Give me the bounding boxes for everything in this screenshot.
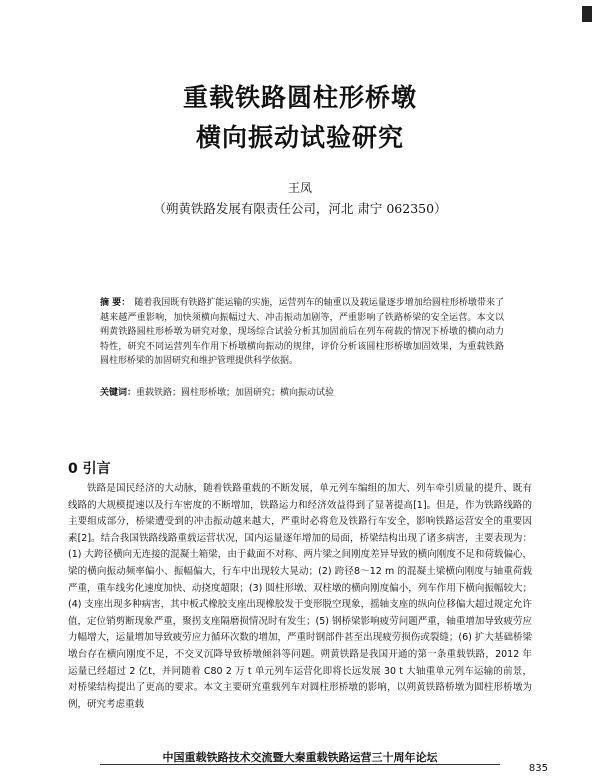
title-line-2: 横向振动试验研究	[195, 123, 404, 152]
page-number: 835	[528, 763, 548, 774]
footer-conference-title: 中国重载铁路技术交流暨大秦重载铁路运营三十周年论坛	[162, 751, 438, 764]
abstract-label: 摘 要：	[100, 298, 131, 308]
abstract	[100, 296, 504, 369]
paper-title	[0, 78, 600, 158]
keywords-label: 关键词：	[100, 388, 137, 398]
footer-divider	[100, 764, 500, 765]
body-paragraph: 铁路是国民经济的大动脉，随着铁路重载的不断发展，单元列车编组的加大、列车牵引质量的提升、既有线路的大规模提速以及行车密度的不断增加，铁路运力和经济效益得到了显著提高[1]。但是，作为铁路线路的主要组成部分，桥梁遭受到的冲击振动越来越大，严重时必将危及铁路行车安全，影响铁路运营安全的重要因素[2]。结合我国铁路线路重载运营状况，国内运量逐年增加的局面，桥梁结构出现了诸多病害，主要表现为：(1) 大跨径横向无连接的混凝土箱梁，由于截面不对称、两片梁之间刚度差异导致的横向刚度不足和荷载偏心，梁的横向振动频率偏小、振幅偏大，行车中出现较大晃动；(2) 跨径8～12 m 的混凝土梁横向刚度与轴重荷载严重，重车线劣化速度加快、动挠度超限；(3) 圆柱形墩、双柱墩的横向刚度偏小，列车作用下横向振幅较大；(4) 支座出现多种病害，其中板式橡胶支座出现橡胶发于变形脱空现象，摇轴支座的纵向位移偏大超过规定允许值，定位销剪断现象严重，聚拐支座隔磨损情况时有发生；(5) 钢桥梁影响疲劳问题严重，轴重增加导致疲劳应力幅增大，运量增加导致疲劳应力循环次数的增加，严重时钢部件甚至出现疲劳损伤或裂缝；(6) 扩大基础桥梁墩台存在横向刚度不足，不交叉沉降导致桥墩倾斜等问题。朔黄铁路是我国开通的第一条重载铁路，2012 年运量已经超过 2 亿t，并同随着 C80 2 万 t 单元列车运营化即将长远发展 30 t 大轴重单元列车运输的前景，对桥梁结构提出了更高的要求。本文主要研究重载列车对圆柱形桥墩的影响，以朔黄铁路桥墩为圆柱形桥墩为例，研究考虑重载	[68, 483, 532, 710]
scan-corner-mark	[582, 6, 592, 22]
author-affiliation: （朔黄铁路发展有限责任公司，河北 肃宁 062350）	[153, 201, 447, 216]
title-line-1: 重载铁路圆柱形桥墩	[182, 83, 417, 112]
section-heading-introduction: 0 引言	[68, 461, 111, 477]
abstract-text: 随着我国既有铁路扩能运输的实施，运营列车的轴重以及载运量逐步增加给圆柱形桥墩带来了越来越严重影响，加快须横向振幅过大、冲击振动加剧等，严重影响了铁路桥梁的安全运营。本文以朔黄铁路圆柱形桥墩为研究对象，现场综合试验分析其加固前后在列车荷载的情况下桥墩的横向动力特性，研究不同运营列车作用下桥墩横向振动的规律，评价分析该圆柱形桥墩加固效果，为重载铁路圆柱形桥梁的加固研究和维护管理提供科学依据。	[100, 298, 504, 366]
keywords	[100, 386, 504, 400]
author-name: 王凤	[287, 181, 312, 195]
keywords-text: 重载铁路；圆柱形桥墩；加固研究；横向振动试验	[136, 388, 335, 398]
